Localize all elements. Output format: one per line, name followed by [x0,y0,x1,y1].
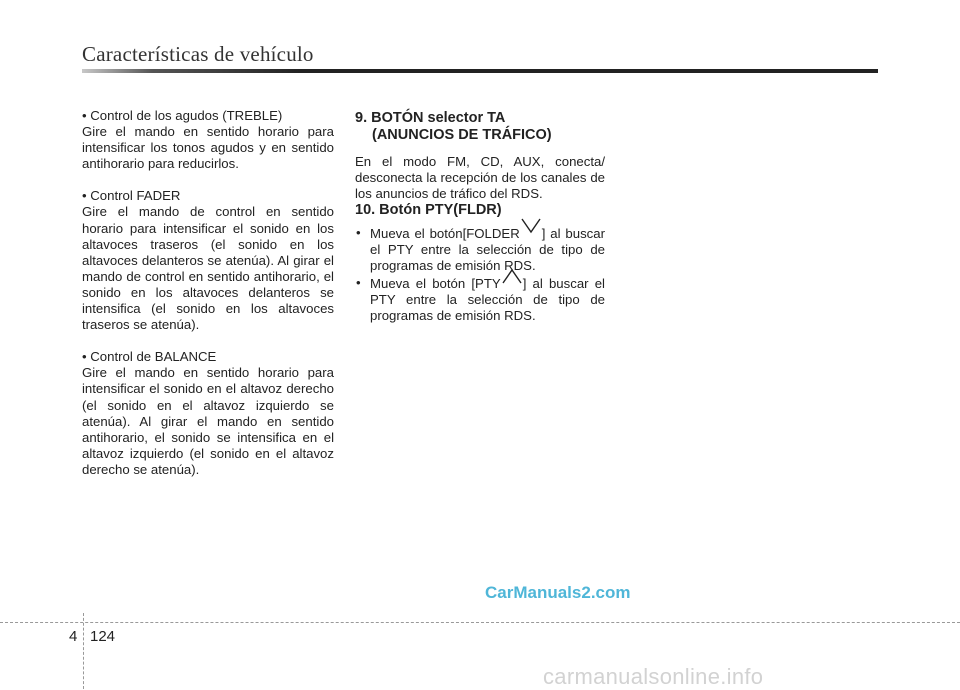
ta-heading [355,110,605,144]
pty-list [355,225,605,324]
page-number: 124 [90,628,116,645]
list-item [355,275,605,324]
ta-heading-line2: (ANUNCIOS DE TRÁFICO) [372,127,552,143]
left-column [82,108,334,494]
header-rule [82,69,878,73]
chevron-up-icon [501,275,523,289]
fader-bullet: • Control FADER [82,188,181,204]
balance-text: Gire el mando en sentido horario para intensificar el sonido en el altavoz derecho (el sonido en el altavoz izquierdo se atenúa). Al girar el mando en sentido antihorario, el sonido se intensifica en el altavoz izquierdo (el sonido en el altavoz derecho se atenúa). [82,365,334,477]
fader-text: Gire el mando de control en sentido horario para intensificar el sonido en los altavoces traseros (el sonido en los altavoces delanteros se atenúa). Al girar el mando de control en sentido antihorario, el sonido en los altavoces delanteros se intensifica (el sonido en los altavoces traseros se atenúa). [82,204,334,333]
pty-item1-before: Mueva el botón[FOLDER [370,226,520,242]
balance-bullet: • Control de BALANCE [82,349,217,365]
right-column [355,110,605,324]
chapter-number: 4 [69,628,78,645]
watermark: CarManuals2.com [485,583,631,602]
list-item [355,225,605,274]
pty-item1-after: ] al buscar el PTY entre la selección de tipo de programas de emisión RDS. [370,226,605,274]
pty-item2-before: Mueva el botón [PTY [370,275,501,291]
chevron-down-icon [520,225,542,239]
header-title: Características de vehículo [82,42,314,66]
treble-text: Gire el mando en sentido horario para intensificar los tonos agudos y en sentido antihorario para reducirlos. [82,124,334,172]
pty-item2-after: ] al buscar el PTY entre la selección de tipo de programas de emisión RDS. [370,275,605,323]
ta-heading-line1: 9. BOTÓN selector TA [355,110,506,126]
treble-bullet: • Control de los agudos (TREBLE) [82,108,283,123]
ta-text: En el modo FM, CD, AUX, conecta/ desconecta la recepción de los canales de los anuncios de tráfico del RDS. [355,154,605,202]
footer-vertical-divider [83,613,84,689]
pty-heading: 10. Botón PTY(FLDR) [355,202,502,219]
bottom-watermark: carmanualsonline.info [543,664,764,689]
footer-divider [0,622,960,623]
